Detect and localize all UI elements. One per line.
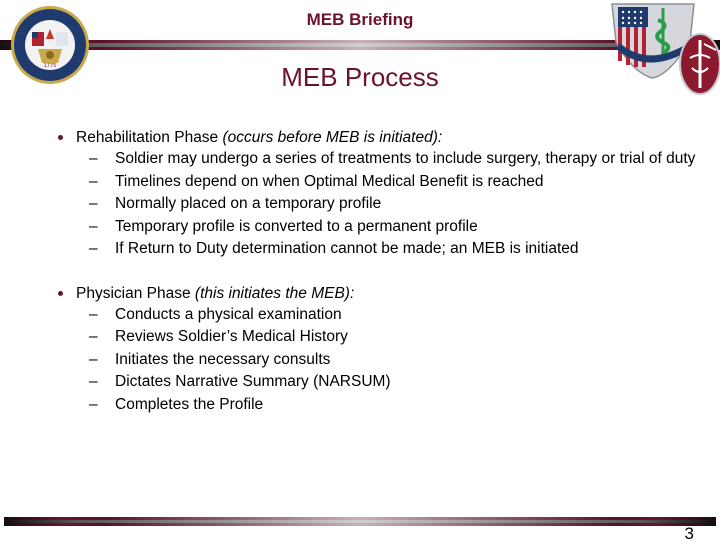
briefing-header-title: MEB Briefing [306, 10, 414, 29]
bullet-icon [58, 135, 63, 140]
section-note: (occurs before MEB is initiated): [222, 129, 443, 146]
dash-icon: – [89, 305, 98, 323]
list-item: – Temporary profile is converted to a permanent profile [89, 217, 478, 235]
bullet-icon [58, 291, 63, 296]
footer-divider-bar [4, 517, 716, 526]
section-note: (this initiates the MEB): [194, 284, 355, 302]
list-item: – Reviews Soldier’s Medical History [89, 328, 348, 345]
page-number: 3 [684, 524, 694, 543]
section-label: Physician Phase [76, 284, 191, 302]
dash-icon: – [89, 240, 98, 257]
dash-icon: – [89, 172, 98, 190]
section-rehabilitation-phase [56, 128, 706, 147]
section-spacer [56, 263, 706, 284]
slide-body [56, 128, 706, 418]
svg-text:1775: 1775 [43, 63, 57, 69]
physician-items [56, 306, 706, 414]
dash-icon: – [89, 328, 98, 345]
slide-title: MEB Process [281, 62, 439, 92]
rehabilitation-items [56, 150, 706, 258]
list-item: – Initiates the necessary consults [89, 350, 331, 368]
dash-icon: – [89, 150, 98, 167]
dash-icon: – [89, 217, 98, 235]
list-item: – Soldier may undergo a series of treatments to include surgery, therapy or trial of duty [89, 150, 696, 167]
dash-icon: – [89, 373, 98, 390]
list-item: – If Return to Duty determination cannot be made; an MEB is initiated [89, 240, 579, 257]
list-item: – Normally placed on a temporary profile [89, 195, 382, 212]
section-physician-phase [56, 284, 706, 303]
dash-icon: – [89, 395, 98, 413]
list-item: – Timelines depend on when Optimal Medical Benefit is reached [89, 172, 544, 190]
dash-icon: – [89, 195, 98, 212]
dash-icon: – [89, 350, 98, 368]
list-item: – Conducts a physical examination [89, 305, 342, 323]
list-item: – Completes the Profile [89, 395, 264, 413]
list-item: – Dictates Narrative Summary (NARSUM) [89, 373, 391, 390]
section-label: Rehabilitation Phase [76, 129, 219, 146]
